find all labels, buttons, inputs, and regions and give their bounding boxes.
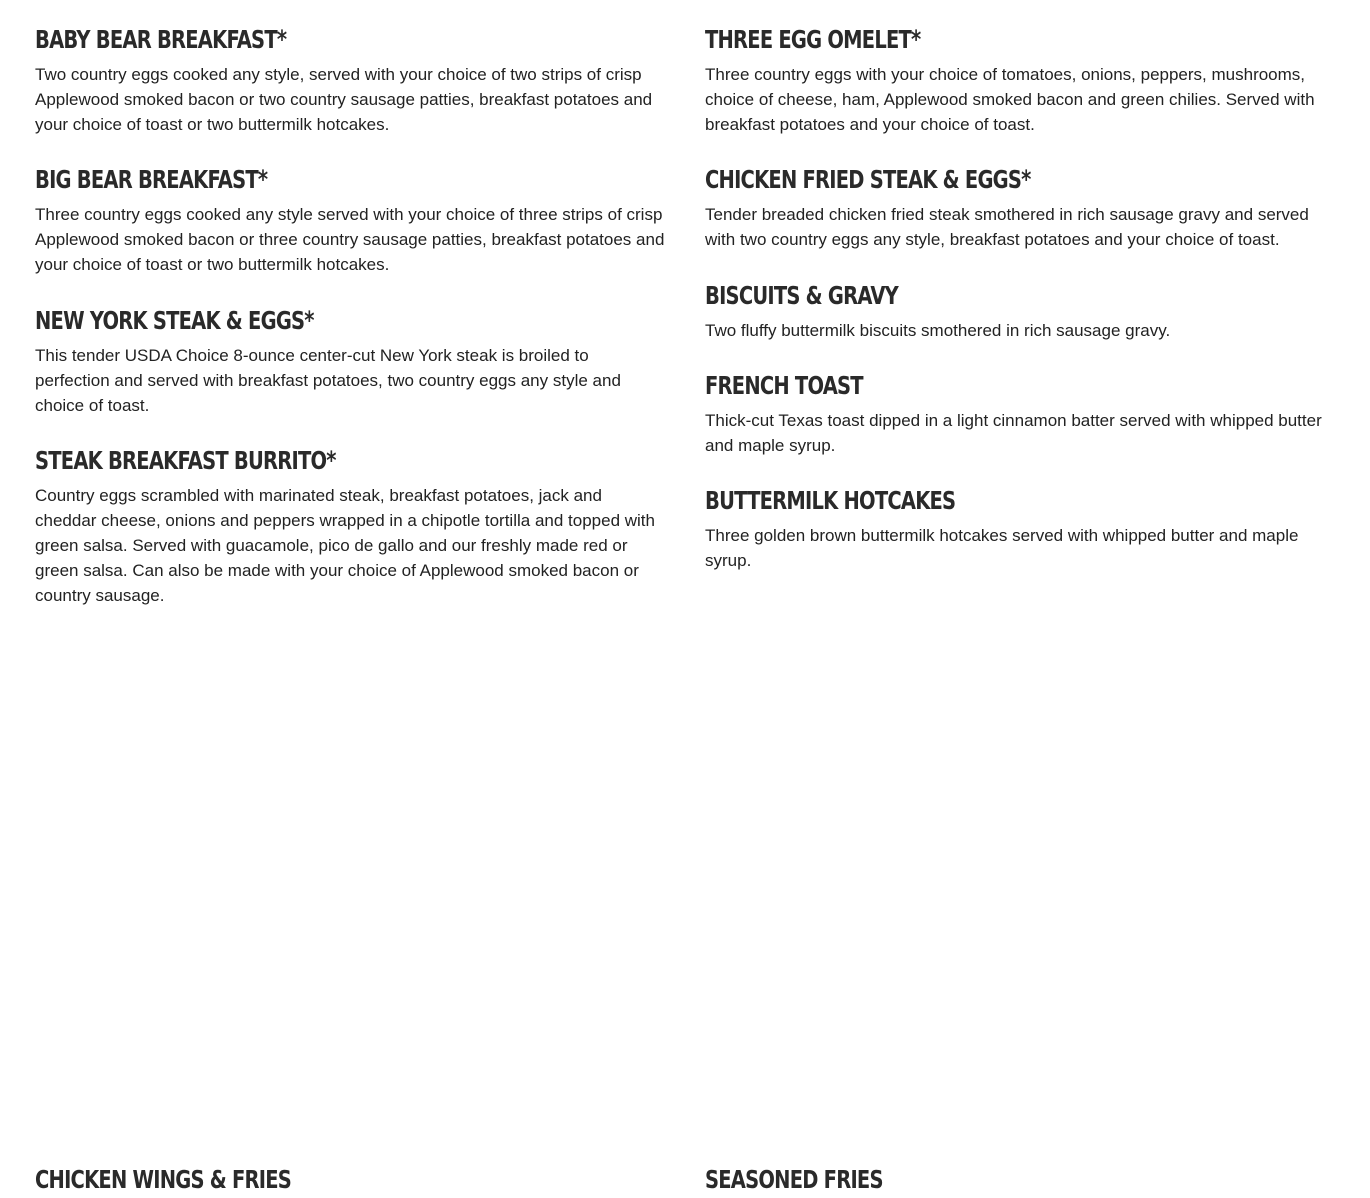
item-description: Two country eggs cooked any style, served with your choice of two strips of crisp Applewood smoked bacon or two country sausage patties, breakfast potatoes and your choice of toast or two buttermilk hotcakes.	[35, 65, 653, 134]
item-description: Two fluffy buttermilk biscuits smothered in rich sausage gravy.	[705, 321, 1171, 340]
menu-item-biscuits-gravy	[705, 278, 1335, 343]
item-title-chicken-wings-fries: CHICKEN WINGS & FRIES	[35, 1165, 292, 1194]
menu-item-french-toast	[705, 368, 1335, 458]
item-description: Three country eggs cooked any style served with your choice of three strips of crisp Applewood smoked bacon or three country sausage patties, breakfast potatoes and your choice of toast or two buttermilk hotcakes.	[35, 205, 665, 274]
item-title: THREE EGG OMELET*	[705, 25, 921, 54]
menu-item-steak-breakfast-burrito	[35, 443, 665, 608]
menu-item-buttermilk-hotcakes	[705, 483, 1335, 573]
item-title: NEW YORK STEAK & EGGS*	[35, 306, 314, 335]
item-title: STEAK BREAKFAST BURRITO*	[35, 446, 336, 475]
item-title: FRENCH TOAST	[705, 371, 863, 400]
menu-item-chicken-fried-steak-eggs	[705, 162, 1335, 252]
item-title: BABY BEAR BREAKFAST*	[35, 25, 287, 54]
menu-item-big-bear-breakfast	[35, 162, 665, 277]
menu-grid	[35, 22, 1335, 608]
menu-item-three-egg-omelet	[705, 22, 1335, 137]
menu-bottom-row	[35, 1162, 1335, 1198]
item-title-seasoned-fries: SEASONED FRIES	[705, 1165, 883, 1194]
menu-item-new-york-steak-eggs	[35, 303, 665, 418]
item-description: Thick-cut Texas toast dipped in a light cinnamon batter served with whipped butter and maple syrup.	[705, 411, 1322, 455]
item-title: BISCUITS & GRAVY	[705, 281, 899, 310]
item-title: CHICKEN FRIED STEAK & EGGS*	[705, 165, 1031, 194]
item-description: Tender breaded chicken fried steak smothered in rich sausage gravy and served with two country eggs any style, breakfast potatoes and your choice of toast.	[705, 205, 1309, 249]
item-title: BUTTERMILK HOTCAKES	[705, 486, 956, 515]
item-description: Three golden brown buttermilk hotcakes served with whipped butter and maple syrup.	[705, 526, 1299, 570]
menu-item-baby-bear-breakfast	[35, 22, 665, 137]
menu-column-right	[705, 22, 1335, 608]
item-description: This tender USDA Choice 8-ounce center-cut New York steak is broiled to perfection and served with breakfast potatoes, two country eggs any style and choice of toast.	[35, 346, 621, 415]
item-description: Country eggs scrambled with marinated steak, breakfast potatoes, jack and cheddar cheese, onions and peppers wrapped in a chipotle tortilla and topped with green salsa. Served with guacamole, pico de gallo and our freshly made red or green salsa. Can also be made with your choice of Applewood smoked bacon or country sausage.	[35, 486, 655, 605]
item-description: Three country eggs with your choice of tomatoes, onions, peppers, mushrooms, choice of cheese, ham, Applewood smoked bacon and green chilies. Served with breakfast potatoes and your choice of toast.	[705, 65, 1315, 134]
item-title: BIG BEAR BREAKFAST*	[35, 165, 268, 194]
menu-column-left	[35, 22, 665, 608]
